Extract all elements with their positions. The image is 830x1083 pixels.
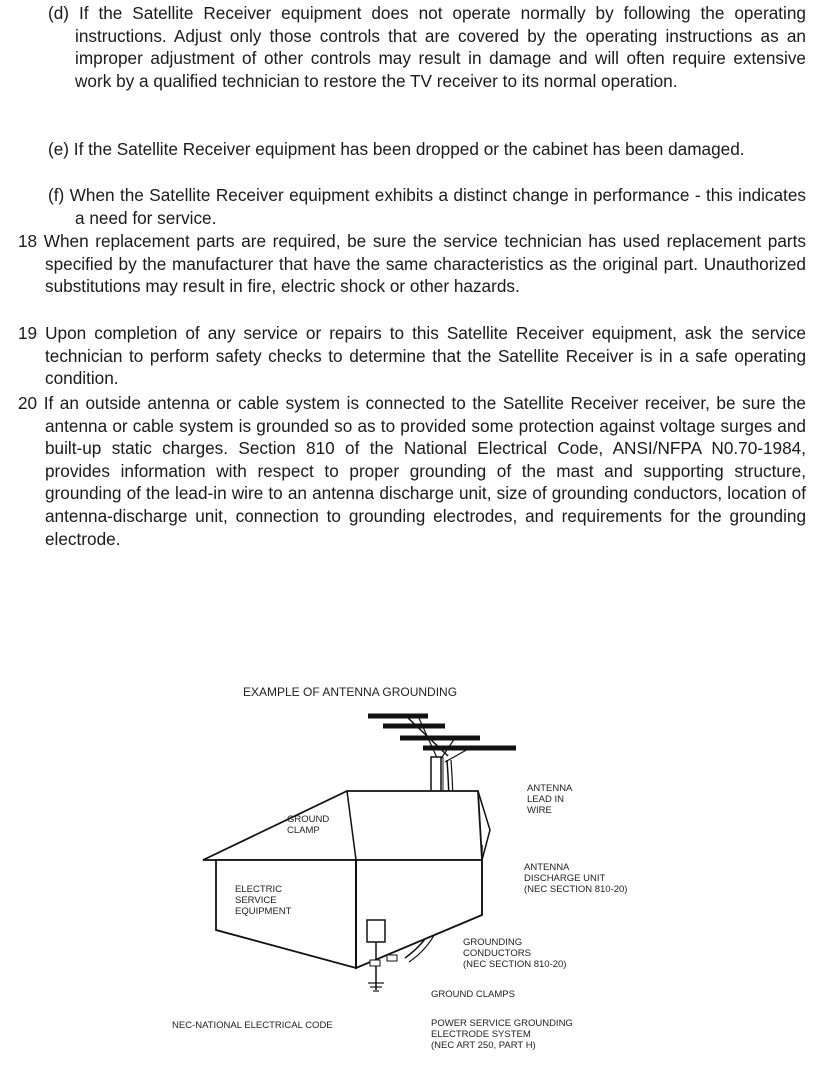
item-marker: 20 <box>18 393 38 413</box>
label-discharge-unit: (NEC SECTION 810-20) <box>524 884 628 895</box>
item-text: Upon completion of any service or repairs to this Satellite Receiver equipment, ask the service technician to perform safety checks to determine that the Satellite Receiver is in a safe operating condition. <box>45 323 806 389</box>
label-ground-clamp: CLAMP <box>287 825 320 836</box>
item-marker: 18 <box>18 231 38 251</box>
diagram-title: EXAMPLE OF ANTENNA GROUNDING <box>243 685 458 699</box>
label-electric-service: ELECTRIC <box>235 884 282 895</box>
label-grounding-conductors: (NEC SECTION 810-20) <box>463 959 567 970</box>
item-text: When the Satellite Receiver equipment exhibits a distinct change in performance - this indicates a need for service. <box>69 185 806 228</box>
item-marker: (e) <box>48 139 70 159</box>
item-text: When replacement parts are required, be sure the service technician has used replacement parts specified by the manufacturer that have the same characteristics as the original part. Unauthorized substitutions may result in fire, electric shock or other hazards. <box>43 231 806 297</box>
label-power-service: (NEC ART 250, PART H) <box>431 1040 536 1051</box>
label-grounding-conductors: CONDUCTORS <box>463 948 531 959</box>
label-ground-clamp: GROUND <box>287 814 330 825</box>
item-text: If the Satellite Receiver equipment does not operate normally by following the operating instructions. Adjust only those controls that are covered by the operating instructions as an improper adjustment of other controls may result in damage and will often require extensive work by a qualified technician to restore the TV receiver to its normal operation. <box>75 3 806 91</box>
item-marker: 19 <box>18 323 38 343</box>
label-nec: NEC-NATIONAL ELECTRICAL CODE <box>172 1020 333 1031</box>
label-antenna-lead-in: LEAD IN <box>527 794 564 805</box>
item-text: If an outside antenna or cable system is connected to the Satellite Receiver receiver, be sure the antenna or cable system is grounded so as to provided some protection against voltage surges and built-up static charges. Section 810 of the National Electrical Code, ANSI/NFPA N0.70-1984, provides information with respect to proper grounding of the mast and supporting structure, grounding of the lead-in wire to an antenna discharge unit, size of grounding conductors, location of antenna-discharge unit, connection to grounding electrodes, and requirements for the grounding electrode. <box>43 393 806 549</box>
label-electric-service: EQUIPMENT <box>235 906 292 917</box>
label-electric-service: SERVICE <box>235 895 277 906</box>
label-grounding-conductors: GROUNDING <box>463 937 523 948</box>
service-box <box>367 920 385 942</box>
item-marker: (d) <box>48 3 70 23</box>
label-power-service: ELECTRODE SYSTEM <box>431 1029 531 1040</box>
label-antenna-lead-in: ANTENNA <box>527 783 573 794</box>
label-ground-clamps: GROUND CLAMPS <box>431 989 515 1000</box>
label-power-service: POWER SERVICE GROUNDING <box>431 1018 573 1029</box>
item-text: If the Satellite Receiver equipment has been dropped or the cabinet has been damaged. <box>73 139 745 159</box>
label-antenna-lead-in: WIRE <box>527 805 552 816</box>
label-discharge-unit: ANTENNA <box>524 862 570 873</box>
item-marker: (f) <box>48 185 65 205</box>
label-discharge-unit: DISCHARGE UNIT <box>524 873 606 884</box>
